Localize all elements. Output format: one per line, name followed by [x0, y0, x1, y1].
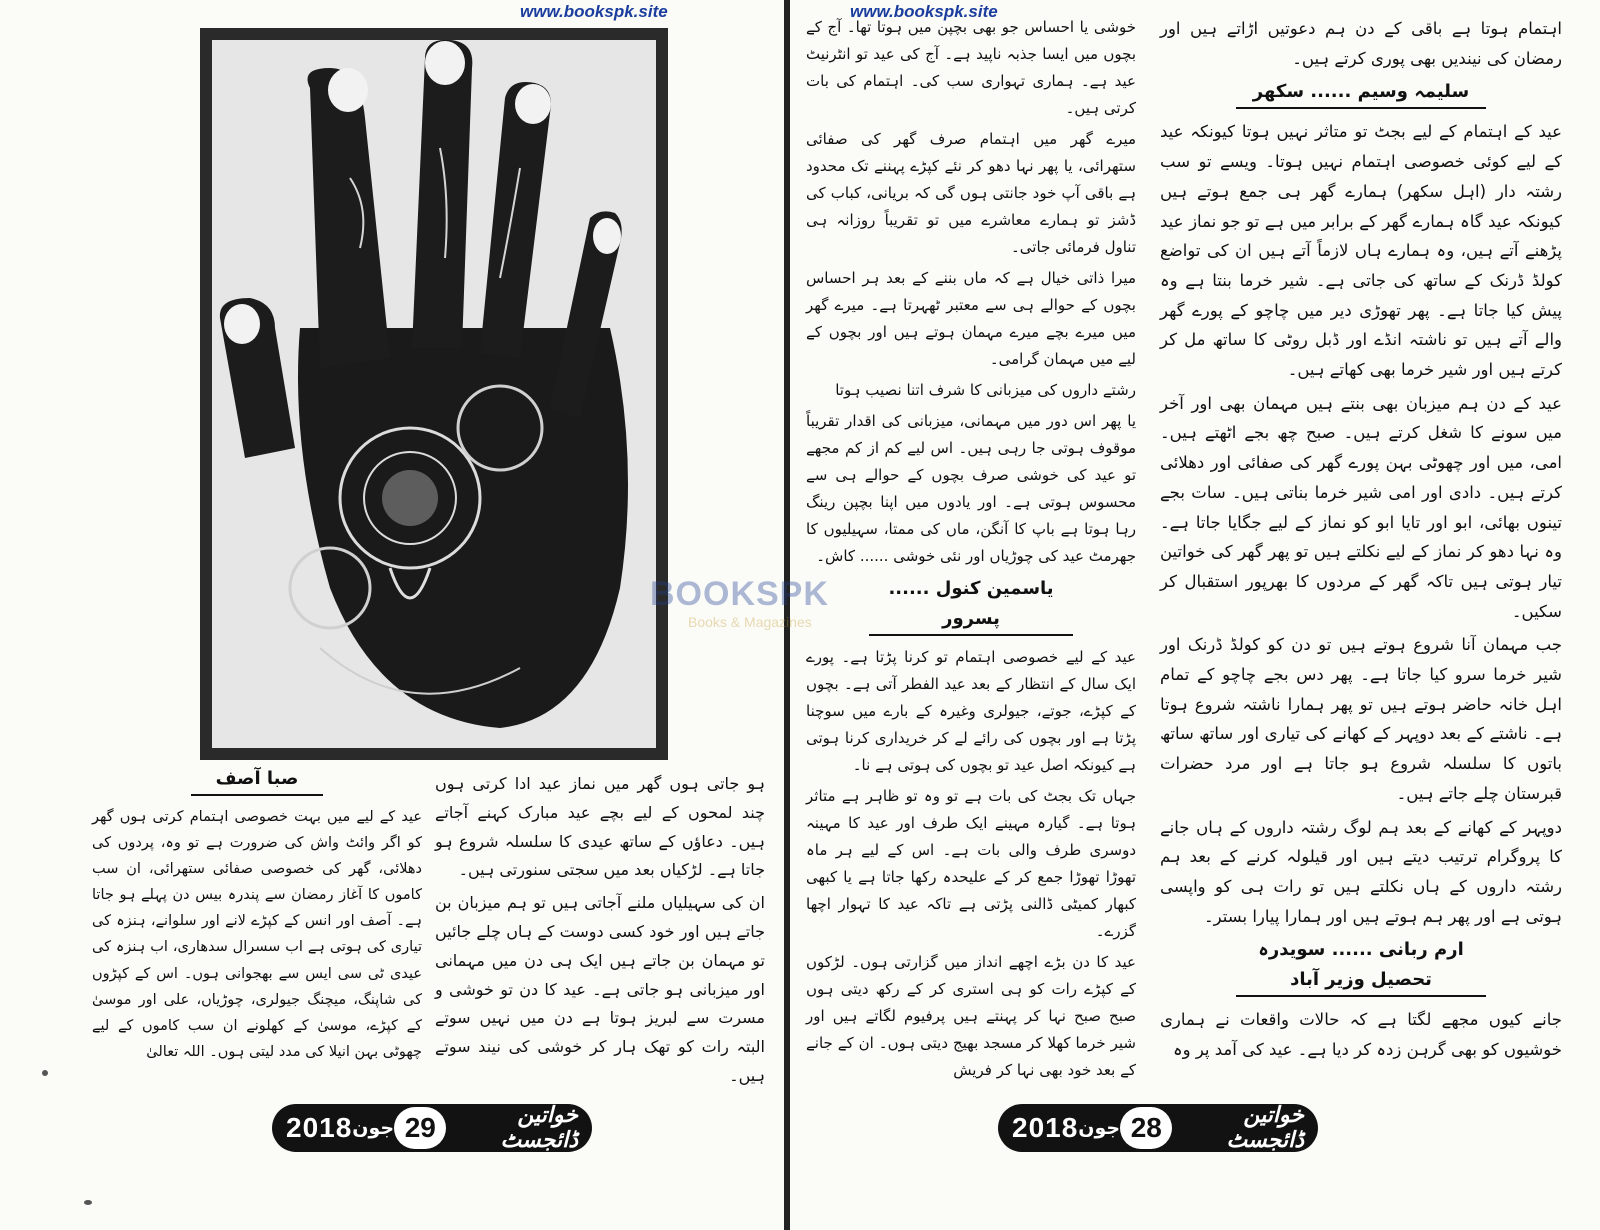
author-heading	[1236, 77, 1485, 109]
page-number: 29	[394, 1107, 446, 1149]
paragraph: عید کے اہتمام کے لیے بجٹ تو متاثر نہیں ہوتا کیونکہ عید کے لیے کوئی خصوصی اہتمام نہیں ہوتا۔ ویسے تو سب رشتہ دار (اہل سکھر) ہمارے گھر ہی جمع ہوتے ہیں کیونکہ عید گاہ ہمارے گھر کے برابر میں ہے تو جو نماز عید پڑھنے آتے ہیں، وہ ہمارے ہاں لازماً آتے ہیں ان کی تواضع کولڈ ڈرنک کے ساتھ کی جاتی ہے۔ شیر خرما بنتا ہے وہ پیش کیا جاتا ہے۔ پھر تھوڑی دیر میں چاچو کے پورے گھر والے آتے ہیں تو ناشتہ انڈے اور ڈبل روٹی کا ساتھ مل کر کرتے ہیں اور شیر خرما بھی کھاتے ہیں۔	[1160, 122, 1562, 380]
magazine-name: خواتین ڈائجسٹ	[500, 1103, 578, 1153]
paragraph: جہاں تک بجٹ کی بات ہے تو وہ تو ظاہر ہے متاثر ہوتا ہے۔ گیارہ مہینے ایک طرف اور عید کا مہینہ دوسری طرف والی بات ہے۔ اس کے لیے ہر ماہ تھوڑا تھوڑا جمع کر کے علیحدہ رکھا جاتا ہے یا کبھی کبھار کمیٹی ڈالنی پڑتی ہے تاکہ عید کا تہوار اچھا گزرے۔	[806, 787, 1136, 940]
scan-speck	[84, 1200, 92, 1205]
left-page-footer	[272, 1104, 592, 1152]
left-page-column-right	[435, 770, 765, 1095]
right-page-footer	[998, 1104, 1318, 1152]
footer-month: جون	[1078, 1117, 1121, 1139]
left-page-column-left	[92, 760, 422, 1069]
author-heading-text: سلیمہ وسیم ...... سکھر	[1252, 81, 1470, 103]
paragraph: خوشی یا احساس جو بھی بچپن میں ہوتا تھا۔ آج کے بچوں میں ایسا جذبہ ناپید ہے۔ آج کی عید تو انٹرنیٹ عید ہے۔ ہماری تہواری سب کی۔ اہتمام کی بات کرتی ہیں۔	[806, 18, 1136, 117]
watermark-brand: BOOKSPK	[650, 575, 829, 613]
author-heading	[869, 574, 1074, 636]
paragraph: جانے کیوں مجھے لگتا ہے کہ حالات واقعات نے ہماری خوشیوں کو بھی گرہن زدہ کر دیا ہے۔ عید کی آمد پر وہ	[1160, 1010, 1562, 1060]
right-page-column-right	[1160, 14, 1562, 1069]
paragraph: ہو جاتی ہوں گھر میں نماز عید ادا کرتی ہوں چند لمحوں کے لیے بچے عید مبارک کہنے آجاتے ہیں۔ دعاؤں کے ساتھ عیدی کا سلسلہ شروع ہو جاتا ہے۔ لڑکیاں بعد میں سجتی سنورتی ہیں۔	[435, 774, 765, 880]
paragraph: یا پھر اس دور میں مہمانی، میزبانی کی اقدار تقریباً موقوف ہوتی جا رہی ہیں۔ اس لیے کم از کم مجھے تو عید کی خوشی صرف بچوں کے حوالے ہی سے محسوس ہوتی ہے۔ اور یادوں میں اپنا بچپن رینگ رہا ہوتا ہے باپ کا آنگن، ماں کی ممتا، سہیلیوں کا جھرمٹ عید کی چوڑیاں اور نئی خوشی ...... کاش۔	[806, 412, 1136, 565]
footer-year: 2018	[1012, 1112, 1079, 1143]
right-page	[650, 0, 1600, 1230]
paragraph: ان کی سہیلیاں ملنے آجاتی ہیں تو ہم میزبان بن جاتے ہیں اور خود کسی دوست کے ہاں چلے جائیں تو مہمان بن جاتے ہیں ایک ہی دن میں مہمانی اور میزبانی ہو جاتی ہے۔ عید کا دن تو خوشی و مسرت سے لبریز ہوتا ہے دن میں نہیں سوتے البتہ رات کو تھک ہار کر خوشی کی نیند سوتے ہیں۔	[435, 893, 765, 1085]
author-heading-text: یاسمین کنول ...... پسرور	[888, 578, 1054, 629]
henna-hand-illustration	[200, 28, 668, 760]
footer-year: 2018	[286, 1112, 353, 1143]
footer-month: جون	[352, 1117, 395, 1139]
paragraph: میرا ذاتی خیال ہے کہ ماں بننے کے بعد ہر احساس بچوں کے حوالے ہی سے معتبر ٹھہرتا ہے۔ میرے گھر میں میرے بچے میرے مہمان ہوتے ہیں اور بچوں کے لیے میں مہمان گرامی۔	[806, 269, 1136, 368]
paragraph: عید کے لیے میں بہت خصوصی اہتمام کرتی ہوں گھر کو اگر وائٹ واش کی ضرورت ہے تو وہ، پردوں کی دھلائی، گھر کی خصوصی صفائی ستھرائی، ان سب کاموں کا آغاز رمضان سے پندرہ بیس دن پہلے ہو جاتا ہے۔ آصف اور انس کے کپڑے لانے اور سلوانے، ہنزہ کی تیاری کی ہوتی ہے اب سسرال سدھاری، اب ہنزہ کی عیدی ٹی سی ایس سے بھجوانی ہوں۔ اس کے کپڑوں کی شاپنگ، میچنگ جیولری، چوڑیاں، علی اور موسیٰ کے کپڑے، موسیٰ کے کھلونے ان سب کاموں کے لیے چھوٹی بہن انیلا کی مدد لیتی ہوں۔ اللہ تعالیٰ	[92, 809, 422, 1060]
author-heading	[1236, 935, 1485, 997]
magazine-name: خواتین ڈائجسٹ	[1226, 1103, 1304, 1153]
watermark-tagline: Books & Magazines	[688, 614, 812, 630]
paragraph: میرے گھر میں اہتمام صرف گھر کی صفائی ستھرائی، یا پھر نہا دھو کر نئے کپڑے پہننے تک محدود ہے باقی آپ خود جانتی ہوں گی کہ بریانی، کباب کی ڈشز تو ہمارے معاشرے میں تو تقریباً روزانہ ہی تناول فرمائی جاتی۔	[806, 130, 1136, 256]
paragraph: عید کے لیے خصوصی اہتمام تو کرنا پڑتا ہے۔ پورے ایک سال کے انتظار کے بعد عید الفطر آتی ہے۔ بچوں کے کپڑے، جوتے، جیولری وغیرہ کے بارے میں سوچنا پڑتا ہے اور بچوں کی رائے لے کر خریداری کرنا ہوتی ہے کیونکہ اصل عید تو بچوں کی ہوتی ہے نا۔	[806, 648, 1136, 774]
scan-speck	[42, 1070, 48, 1076]
paragraph: جب مہمان آنا شروع ہوتے ہیں تو دن کو کولڈ ڈرنک اور شیر خرما سرو کیا جاتا ہے۔ پھر دس بجے چاچو کے تمام اہل خانہ حاضر ہوتے ہیں تو پھر ہمارا ناشتہ شروع ہوتا ہے۔ ناشتے کے بعد دوپہر کے کھانے کی تیاری اور ساتھ ساتھ باتوں کا سلسلہ شروع ہو جاتا ہے اور مرد حضرات قبرستان چلے جاتے ہیں۔	[1160, 635, 1562, 803]
paragraph: دوپہر کے کھانے کے بعد ہم لوگ رشتہ داروں کے ہاں جانے کا پروگرام ترتیب دیتے ہیں اور قیلولہ کرنے کے بعد ہم رشتہ داروں کے ہاں نکلتے ہیں تو رات ہی کو واپسی ہوتی ہے اور پھر ہم ہوتے ہیں اور ہمارا پیارا بستر۔	[1160, 817, 1562, 926]
paragraph: عید کا دن بڑے اچھے انداز میں گزارتی ہوں۔ لڑکوں کے کپڑے رات کو ہی استری کر کے رکھ دیتی ہوں صبح صبح نہا کر پہنتے ہیں پرفیوم لگاتے ہیں اور شیر خرما کھلا کر مسجد بھیج دیتی ہوں۔ ان کے جانے کے بعد خود بھی نہا کر فریش	[806, 953, 1136, 1079]
paragraph: رشتے داروں کی میزبانی کا شرف اتنا نصیب ہوتا	[835, 381, 1136, 399]
author-heading: صبا آصف	[191, 764, 323, 796]
paragraph: اہتمام ہوتا ہے باقی کے دن ہم دعوتیں اڑاتے ہیں اور رمضان کی نیندیں بھی پوری کرتے ہیں۔	[1160, 19, 1562, 68]
paragraph: عید کے دن ہم میزبان بھی بنتے ہیں مہمان بھی اور آخر میں سونے کا شغل کرتے ہیں۔ صبح چھ بجے اٹھتے ہیں۔ امی، میں اور چھوٹی بہن پورے گھر کی صفائی اور دھلائی کرتے ہیں۔ دادی اور امی شیر خرما بناتی ہیں۔ سات بجے تینوں بھائی، ابو اور تایا ابو کو نماز کے لیے جگایا جاتا ہے۔ وہ نہا دھو کر نماز کے لیے نکلتے ہیں تو پھر گھر کی خواتین تیار ہوتی ہیں تاکہ گھر کے مردوں کا بھرپور استقبال کر سکیں۔	[1160, 393, 1562, 621]
watermark-logo	[650, 575, 880, 645]
author-heading-text: ارم ربانی ...... سویدرہ تحصیل وزیر آباد	[1258, 939, 1464, 991]
right-page-column-left	[806, 14, 1136, 1088]
site-header-right: www.bookspk.site	[850, 2, 998, 21]
page-number: 28	[1120, 1107, 1172, 1149]
site-header-left: www.bookspk.site	[520, 2, 668, 21]
henna-hand-photo	[200, 28, 668, 760]
